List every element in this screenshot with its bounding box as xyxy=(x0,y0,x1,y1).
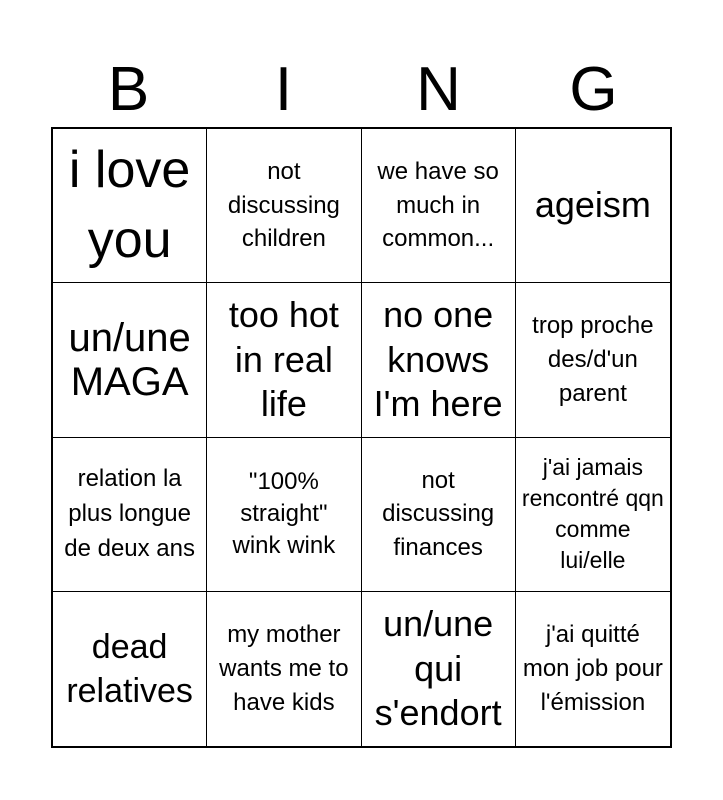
cell-text: relation la plus longue de deux ans xyxy=(64,464,196,562)
cell-text: j'ai jamais rencontré qqn comme lui/elle xyxy=(521,454,664,574)
bingo-cell-2[interactable] xyxy=(207,129,361,283)
cell-text: dead relatives xyxy=(66,627,193,710)
bingo-cell-6[interactable] xyxy=(207,283,361,437)
header-letter-g: G xyxy=(569,55,618,124)
bingo-cell-8[interactable] xyxy=(516,283,670,437)
header-letter-b: B xyxy=(107,55,150,124)
cell-text: "100% straight" wink wink xyxy=(232,467,336,560)
bingo-cell-11[interactable] xyxy=(362,438,516,592)
header-letter-i: I xyxy=(274,55,293,124)
bingo-cell-12[interactable] xyxy=(516,438,670,592)
bingo-cell-4[interactable] xyxy=(516,129,670,283)
cell-text: not discussing finances xyxy=(382,466,495,561)
bingo-card-grid xyxy=(51,127,672,748)
cell-text: trop proche des/d'un parent xyxy=(532,312,654,407)
cell-text: un/une qui s'endort xyxy=(374,603,502,733)
cell-text: not discussing children xyxy=(227,158,340,253)
cell-text: un/une MAGA xyxy=(68,315,191,404)
bingo-cell-7[interactable] xyxy=(362,283,516,437)
bingo-cell-3[interactable] xyxy=(362,129,516,283)
cell-text: we have so much in common... xyxy=(377,158,499,253)
cell-text: ageism xyxy=(534,184,651,226)
cell-text: i love you xyxy=(68,141,191,269)
bingo-cell-13[interactable] xyxy=(53,592,207,746)
cell-text: too hot in real life xyxy=(228,294,339,424)
bingo-cell-14[interactable] xyxy=(207,592,361,746)
bingo-cell-10[interactable] xyxy=(207,438,361,592)
bingo-cell-1[interactable] xyxy=(53,129,207,283)
cell-text: no one knows I'm here xyxy=(373,294,503,424)
bingo-cell-5[interactable] xyxy=(53,283,207,437)
cell-text: j'ai quitté mon job pour l'émission xyxy=(522,621,663,716)
bingo-cell-9[interactable] xyxy=(53,438,207,592)
cell-text: my mother wants me to have kids xyxy=(219,621,349,716)
bingo-header xyxy=(51,52,671,128)
bingo-cell-15[interactable] xyxy=(362,592,516,746)
header-letter-n: N xyxy=(416,55,461,124)
bingo-cell-16[interactable] xyxy=(516,592,670,746)
